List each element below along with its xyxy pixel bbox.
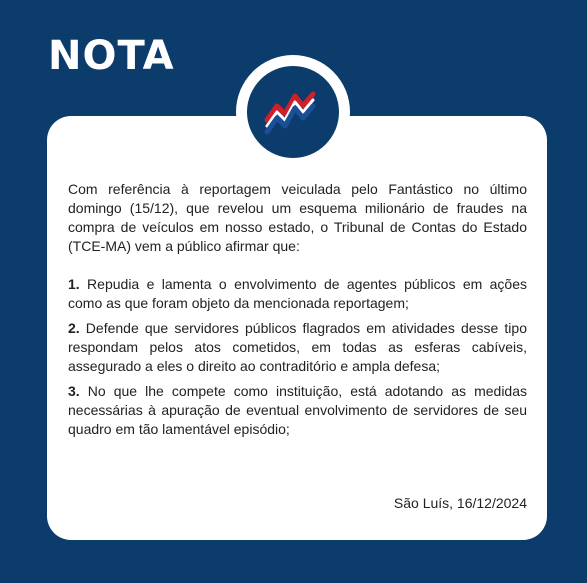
item-text: Defende que servidores públicos flagrados em atividades desse tipo respondam pelos atos cometidos, em todas as esferas cabíveis, assegurado a eles o direito ao contraditório e ampla defesa; bbox=[68, 320, 527, 374]
note-item-3 bbox=[68, 382, 527, 439]
item-number: 1. bbox=[68, 276, 80, 292]
note-card bbox=[47, 116, 547, 540]
note-body bbox=[68, 180, 527, 445]
note-signature: São Luís, 16/12/2024 bbox=[393, 495, 527, 511]
note-intro: Com referência à reportagem veiculada pelo Fantástico no último domingo (15/12), que revelou um esquema milionário de fraudes na compra de veículos em nosso estado, o Tribunal de Contas do Estado (TCE-MA) vem a público afirmar que: bbox=[68, 181, 527, 254]
logo-badge bbox=[247, 66, 339, 158]
item-text: No que lhe compete como instituição, está adotando as medidas necessárias à apuração de eventual envolvimento de servidores de seu quadro em tão lamentável episódio; bbox=[68, 383, 527, 437]
item-number: 2. bbox=[68, 320, 80, 336]
page-title: NOTA bbox=[48, 33, 175, 79]
note-item-1 bbox=[68, 275, 527, 313]
item-number: 3. bbox=[68, 383, 80, 399]
note-item-2 bbox=[68, 319, 527, 376]
item-text: Repudia e lamenta o envolvimento de agentes públicos em ações como as que foram objeto da mencionada reportagem; bbox=[68, 276, 527, 311]
tce-ma-logo-icon bbox=[261, 82, 325, 140]
